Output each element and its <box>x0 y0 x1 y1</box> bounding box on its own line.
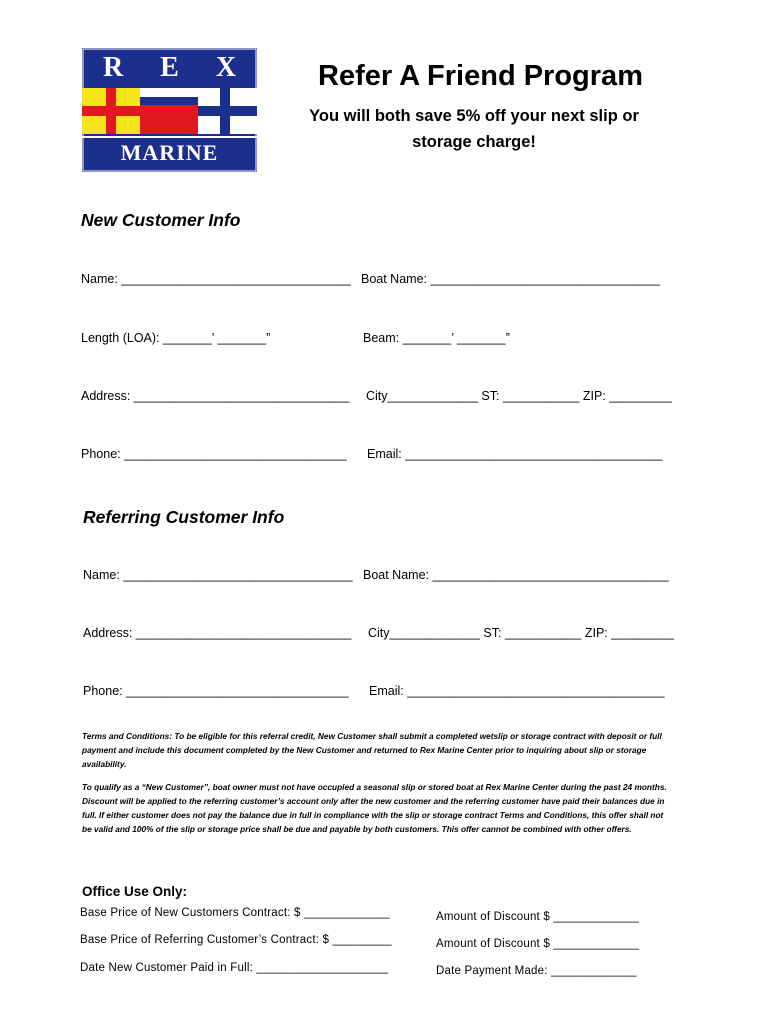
new-customer-beam-field[interactable]: Beam: _______’ _______” <box>363 331 510 345</box>
referring-customer-name-field[interactable]: Name: _________________________________ <box>83 568 353 582</box>
discount-amount-field-1[interactable]: Amount of Discount $ _____________ <box>436 911 640 923</box>
date-new-customer-paid-field[interactable]: Date New Customer Paid in Full: ____________________ <box>80 962 389 974</box>
new-customer-heading: New Customer Info <box>81 210 241 230</box>
referring-customer-boat-name-field[interactable]: Boat Name: __________________________________ <box>363 568 669 582</box>
new-customer-address-field[interactable]: Address: _______________________________ <box>81 389 350 403</box>
referring-customer-heading: Referring Customer Info <box>83 507 285 527</box>
base-price-referring-customer-field[interactable]: Base Price of Referring Customer’s Contract: $ _________ <box>80 934 392 946</box>
discount-amount-field-2[interactable]: Amount of Discount $ _____________ <box>436 938 640 950</box>
logo-bottom-text: MARINE <box>120 140 219 165</box>
office-use-heading: Office Use Only: <box>82 884 188 899</box>
terms-paragraph-2: To qualify as a “New Customer”, boat owner must not have occupied a seasonal slip or stored boat at Rex Marine Center during the past 24 months. Discount will be applied to the referring customer’s account only after the new customer and the referring customer have paid their balances due in full. If either customer does not pay the balance due in full in compliance with the slip or storage contract Terms and Conditions, this offer shall not be valid and 100% of the slip or storage price shall be due and payable by both customers. This offer cannot be combined with other offers. <box>82 782 667 834</box>
date-payment-made-field[interactable]: Date Payment Made: _____________ <box>436 965 637 977</box>
new-customer-city-field[interactable]: City_____________ ST: ___________ ZIP: _________ <box>366 389 672 403</box>
terms-paragraph-1: Terms and Conditions: To be eligible for this referral credit, New Customer shall submit a completed wetslip or storage contract with deposit or full payment and include this document completed by the New Customer and returned to Rex Marine Center prior to inquiring about slip or storage availability. <box>82 731 662 769</box>
referring-customer-phone-field[interactable]: Phone: ________________________________ <box>83 684 349 698</box>
new-customer-length-field[interactable]: Length (LOA): _______’ _______” <box>81 331 271 345</box>
referring-customer-city-field[interactable]: City_____________ ST: ___________ ZIP: _________ <box>368 626 674 640</box>
new-customer-boat-name-field[interactable]: Boat Name: _________________________________ <box>361 272 660 286</box>
new-customer-name-field[interactable]: Name: _________________________________ <box>81 272 351 286</box>
logo-top-text: R E X <box>102 52 252 83</box>
rex-marine-logo <box>82 48 257 172</box>
referring-customer-address-field[interactable]: Address: _______________________________ <box>83 626 352 640</box>
new-customer-phone-field[interactable]: Phone: ________________________________ <box>81 447 347 461</box>
page-title: Refer A Friend Program <box>318 60 643 92</box>
page-subtitle: You will both save 5% off your next slip or storage charge! <box>309 107 639 151</box>
new-customer-email-field[interactable]: Email: _____________________________________ <box>367 447 663 461</box>
referring-customer-email-field[interactable]: Email: _____________________________________ <box>369 684 665 698</box>
base-price-new-customer-field[interactable]: Base Price of New Customers Contract: $ _____________ <box>80 907 390 919</box>
